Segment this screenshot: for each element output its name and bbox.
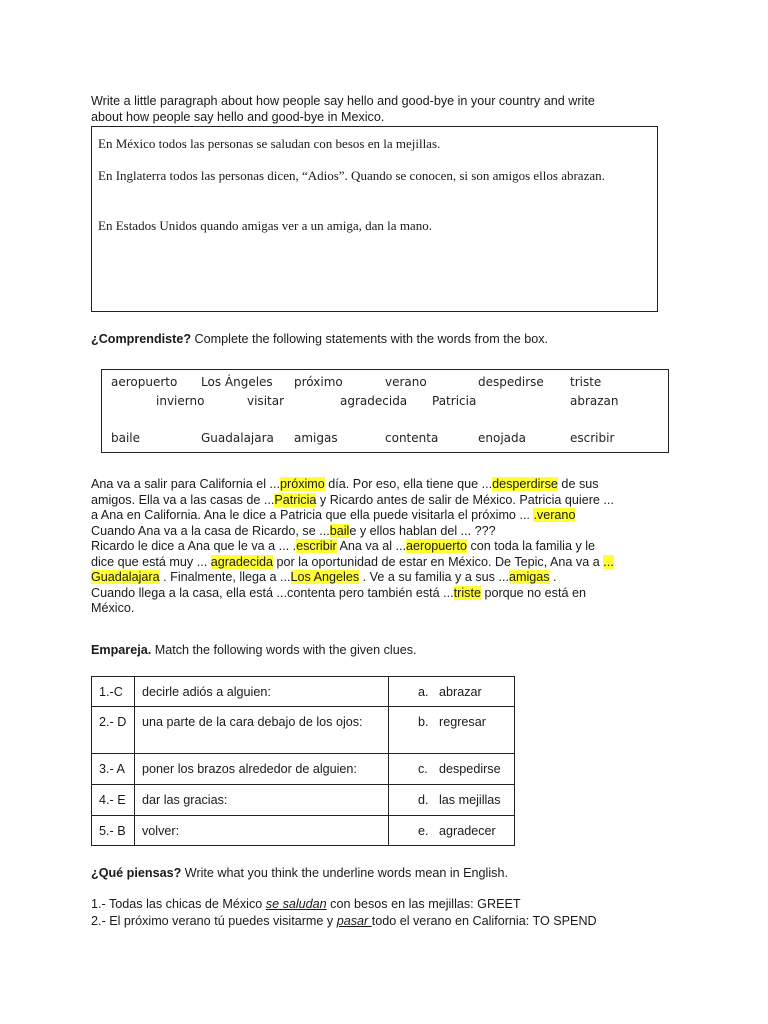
match-clue: una parte de la cara debajo de los ojos:: [135, 707, 389, 754]
story-line: [91, 524, 671, 540]
word-bank-item: despedirse: [478, 375, 544, 389]
table-row: [92, 754, 515, 785]
intro-instructions: [91, 94, 691, 125]
highlighted-answer: aeropuerto: [406, 539, 467, 553]
word-bank-item: Patricia: [432, 394, 477, 408]
highlighted-answer: ...: [603, 554, 614, 569]
word-bank-item: visitar: [247, 394, 285, 408]
story-text: Ana va al ...: [336, 539, 407, 553]
word-bank-item: invierno: [156, 394, 205, 408]
story-text: a Ana en California. Ana le dice a Patricia que ella puede visitarla el próximo ...: [91, 508, 534, 522]
story-text: Cuando Ana va a la casa de Ricardo, se ...: [91, 523, 330, 538]
que-piensas-heading: [91, 866, 508, 882]
match-option: c. despedirse: [389, 754, 515, 785]
word-bank-item: agradecida: [340, 394, 408, 408]
answer-line: En Inglaterra todos las personas dicen, “Adios”. Quando se conocen, si son amigos ellos abrazan.: [98, 168, 605, 183]
intro-line: Write a little paragraph about how people say hello and good-bye in your country and write: [91, 94, 595, 108]
highlighted-answer: bail: [329, 523, 350, 538]
word-bank-item: enojada: [478, 431, 526, 445]
story-line: [91, 555, 671, 571]
story-text: México.: [91, 601, 135, 615]
empareja-heading: [91, 643, 417, 659]
section-instruction: Complete the following statements with the words from the box.: [191, 332, 549, 346]
word-bank-item: contenta: [385, 431, 439, 445]
story-text: dice que está muy ...: [91, 554, 211, 569]
word-bank-item: próximo: [294, 375, 343, 389]
question-line: [91, 897, 521, 913]
highlighted-answer: agradecida: [210, 554, 274, 569]
answer-line: En México todos las personas se saludan con besos en la mejillas.: [98, 136, 441, 151]
story-text: día. Por eso, ella tiene que ...: [324, 477, 493, 491]
highlighted-answer: escribir: [296, 539, 337, 553]
story-line: [91, 508, 671, 524]
question-line: [91, 914, 597, 930]
highlighted-answer: amigas: [508, 570, 550, 584]
highlighted-answer: Guadalajara: [91, 570, 160, 584]
word-box: [101, 369, 669, 453]
match-clue: decirle adiós a alguien:: [135, 677, 389, 707]
table-row: [92, 785, 515, 816]
section-title: ¿Comprendiste?: [91, 332, 192, 346]
story-text: . Ve a su familia y a sus ...: [359, 570, 509, 584]
story-line: [91, 493, 671, 509]
story-line: [91, 539, 671, 555]
match-number: 2.- D: [92, 707, 135, 754]
table-row: [92, 707, 515, 754]
match-option: a. abrazar: [389, 677, 515, 707]
highlighted-answer: Los Angeles: [290, 570, 360, 584]
match-number: 4.- E: [92, 785, 135, 816]
story-text: Ricardo le dice a Ana que le va a ... .: [91, 539, 297, 553]
match-clue: poner los brazos alrededor de alguien:: [135, 754, 389, 785]
word-bank-item: aeropuerto: [111, 375, 178, 389]
question-text: todo el verano en California: TO SPEND: [371, 914, 597, 928]
story-line: [91, 601, 671, 617]
story-text: con toda la familia y le: [466, 539, 596, 553]
story-text: Cuando llega a la casa, ella está ...contenta pero también está ...: [91, 585, 454, 600]
story-text: amigos. Ella va a las casas de ...: [91, 492, 275, 507]
question-text: 1.- Todas las chicas de México: [91, 897, 266, 911]
match-option: e. agradecer: [389, 816, 515, 846]
story-paragraph: [91, 477, 671, 617]
match-number: 1.-C: [92, 677, 135, 707]
story-text: .: [549, 570, 557, 584]
intro-line: about how people say hello and good-bye in Mexico.: [91, 109, 385, 124]
story-text: porque no está en: [480, 585, 586, 600]
match-number: 5.- B: [92, 816, 135, 846]
match-option: d. las mejillas: [389, 785, 515, 816]
comprendiste-heading: [91, 332, 548, 348]
match-table: [91, 676, 515, 846]
story-text: de sus: [557, 477, 599, 491]
match-clue: volver:: [135, 816, 389, 846]
answer-line: En Estados Unidos quando amigas ver a un amiga, dan la mano.: [98, 218, 432, 233]
story-text: . Finalmente, llega a ...: [159, 570, 291, 584]
question-text: 2.- El próximo verano tú puedes visitarme y: [91, 914, 337, 928]
section-instruction: Write what you think the underline words mean in English.: [181, 866, 508, 880]
story-line: [91, 477, 671, 493]
word-bank-item: Guadalajara: [201, 431, 274, 445]
underlined-word: se saludan: [265, 897, 327, 911]
table-row: [92, 677, 515, 707]
highlighted-answer: .verano: [533, 508, 576, 522]
underlined-word: pasar: [336, 914, 372, 928]
section-title: ¿Qué piensas?: [91, 866, 182, 880]
word-bank-item: amigas: [294, 431, 338, 445]
section-title: Empareja.: [91, 643, 152, 657]
match-option: b. regresar: [389, 707, 515, 754]
word-bank-item: abrazan: [570, 394, 619, 408]
word-bank-item: Los Ángeles: [201, 375, 273, 389]
story-text: Ana va a salir para California el ...: [91, 477, 280, 491]
answer-box[interactable]: [91, 126, 658, 312]
match-clue: dar las gracias:: [135, 785, 389, 816]
word-bank-item: triste: [570, 375, 602, 389]
table-row: [92, 816, 515, 846]
highlighted-answer: desperdirse: [492, 477, 558, 491]
story-line: [91, 586, 671, 602]
word-bank-item: verano: [385, 375, 427, 389]
word-bank-item: baile: [111, 431, 141, 445]
story-text: y Ricardo antes de salir de México. Patricia quiere ...: [316, 492, 614, 507]
question-text: con besos en las mejillas: GREET: [326, 897, 521, 911]
highlighted-answer: triste: [453, 585, 481, 600]
section-instruction: Match the following words with the given clues.: [151, 643, 417, 657]
highlighted-answer: Patricia: [274, 492, 317, 507]
story-text: e y ellos hablan del ... ???: [349, 523, 496, 538]
story-line: [91, 570, 671, 586]
story-text: por la oportunidad de estar en México. De Tepic, Ana va a: [273, 554, 604, 569]
highlighted-answer: próximo: [280, 477, 325, 491]
match-number: 3.- A: [92, 754, 135, 785]
word-bank-item: escribir: [570, 431, 615, 445]
